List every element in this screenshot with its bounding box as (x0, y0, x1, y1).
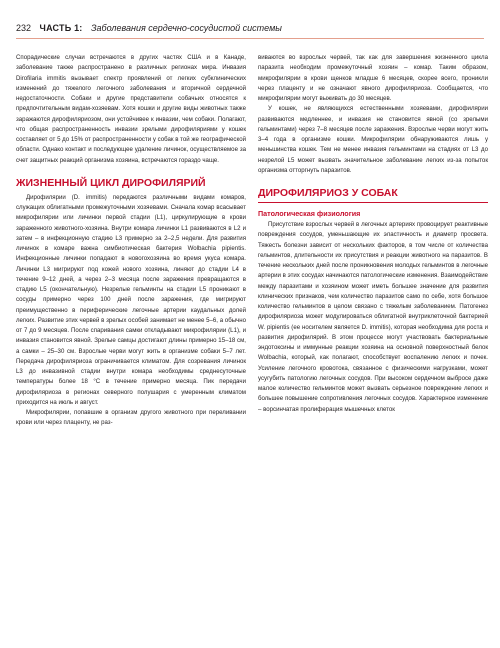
subsection-heading: Патологическая физиология (258, 209, 361, 218)
body-paragraph: Присутствие взрослых червей в легочных артериях провоцирует реактивные повреждения сосудов, уменьшающие их эластичность и диаметр просвета. Тяжесть болезни зависит от нескольких факторов, в том числе от количества гельминтов, длительности их присутствия и реакции животного на паразитов. В течение нескольких дней после проникновения молодых гельминтов в легочные артерии в этих сосудах начинаются патологические изменения. Взаимодействие между паразитами и хозяином может иметь большее значение для развития клинических признаков, чем количество паразитов само по себе, хотя большое количество гельминтов в целом связано с тяжелым заболеванием. Патогенез дирофиляриоза может модулироваться облигатной внутриклеточной бактерией W. pipientis (ее носителем является D. immitis), которая необходима для роста и развития дирофилярий. В этом процессе могут участвовать бактериальные эндотоксины и иммунные реакции хозяина на основной поверхностный белок Wolbachia, который, как полагают, способствует воспалению легких и почек. Усиление легочного кровотока, связанное с физическими нагрузками, может усугубить патологию легочных сосудов. При высоком сердечном выбросе даже малое количество гельминтов может вызвать серьезное повреждение легких и большее повышение сопротивления легочных сосудов. Характерное изменение – ворсинчатая пролиферация мышечных клеток (258, 221, 488, 413)
body-paragraph: Дирофилярии (D. immitis) передаются различными видами комаров, служащих облигатными промежуточными хозяевами. Сначала комар всасывает микрофилярии или личинки первой стадии (L1), циркулирующие в крови зараженного животного-хозяина. Внутри комара личинки L1 развиваются в L2 и затем – в инфекционную стадию L3 примерно за 2–2,5 недели. Для развития личинок в комаре важна симбиотическая бактерия Wolbachia pipientis. Инфекционные личинки попадают в новогохозяина во время укуса комара. Личинки L3 мигрируют под кожей нового хозяина, линяют до стадии L4 в течение 9–12 дней, а через 2–3 месяца после заражения превращаются в стадию L5 (окончательную). Незрелые гельминты на стадии L5 проникают в сосуды примерно через 100 дней после заражения, где мигрируют преимущественно в периферические легочные артерии каудальных долей легких. Развитие этих червей в зрелых особей занимает не менее 5–6, а обычно от 7 до 9 месяцев. После спаривания самки откладывают микрофилярии (L1), и инвазия становится явной. Зрелые самцы достигают длины примерно 15–18 см, а самки – 25–30 см. Взрослые черви могут жить в организме собаки 5–7 лет. Передача дирофиляриоза ограничивается климатом. Для созревания личинок L3 до инвазивной стадии внутри комара необходимы среднесуточные температуры более 18 °С в течение примерно месяца. Пик передачи дирофиляриоза в регионах северного полушария с умеренным климатом приходится на июль и август. (16, 193, 246, 406)
body-paragraph: Спорадические случаи встречаются в других частях США и в Канаде, заболевание также распространено в различных регионах мира. Инвазия Dirofilaria immitis вызывает спектр проявлений от легких субклинических изменений до тяжелого легочного заболевания и вторичной сердечной недостаточности. Собаки и другие представители собачьих относятся к предпочтительным видам-хозяевам. Хотя кошки и другие виды животных также заражаются дирофиляриозом, они устойчивее к инвазии, чем собаки. Полагают, что общая распространенность инвазии зрелыми дирофиляриями у кошек составляет от 5 до 15% от распространенности у собак в той же географической области. Однако контакт и последующее удаление личинок, осуществляемое за счет защитных реакций организма хозяина, встречаются гораздо чаще. (16, 54, 246, 164)
chapter-title: Заболевания сердечно-сосудистой системы (91, 23, 282, 33)
right-column (258, 53, 488, 415)
chapter-label: ЧАСТЬ 1: (39, 23, 83, 33)
page-number: 232 (16, 23, 32, 33)
section-heading-life-cycle (16, 177, 246, 190)
body-paragraph: виваются во взрослых червей, так как для завершения жизненного цикла паразита необходим промежуточный хозяин – комар. Таким образом, микрофилярии в крови щенков младше 6 месяцев, скорее всего, проникли через плаценту и не означают явного дирофиляриоза. Сообщается, что микрофилярии могут выживать до 30 месяцев. (258, 54, 488, 102)
running-header (16, 20, 484, 36)
section-heading-dogs: ДИРОФИЛЯРИОЗ У СОБАК (258, 187, 488, 203)
body-paragraph: Микрофилярии, попавшие в организм другого животного при переливании крови или через плаценту, не раз- (16, 409, 246, 427)
section-heading-text: ЖИЗНЕННЫЙ ЦИКЛ ДИРОФИЛЯРИЙ (16, 176, 206, 189)
body-paragraph: У кошек, не являющихся естественными хозяевами, дирофилярии развиваются медленнее, и инвазия не становится явной (со зрелыми гельминтами) через 7–8 месяцев после заражения. Взрослые черви могут жить 3–4 года в организме кошки. Микрофилярии обнаруживаются лишь у меньшинства кошек. Тем не менее инвазия гельминтами на стадиях от L3 до незрелой L5 может вызвать значительное заболевание легких из-за попыток организма отторгнуть паразитов. (258, 105, 488, 174)
left-column (16, 53, 246, 429)
header-divider (16, 38, 484, 39)
